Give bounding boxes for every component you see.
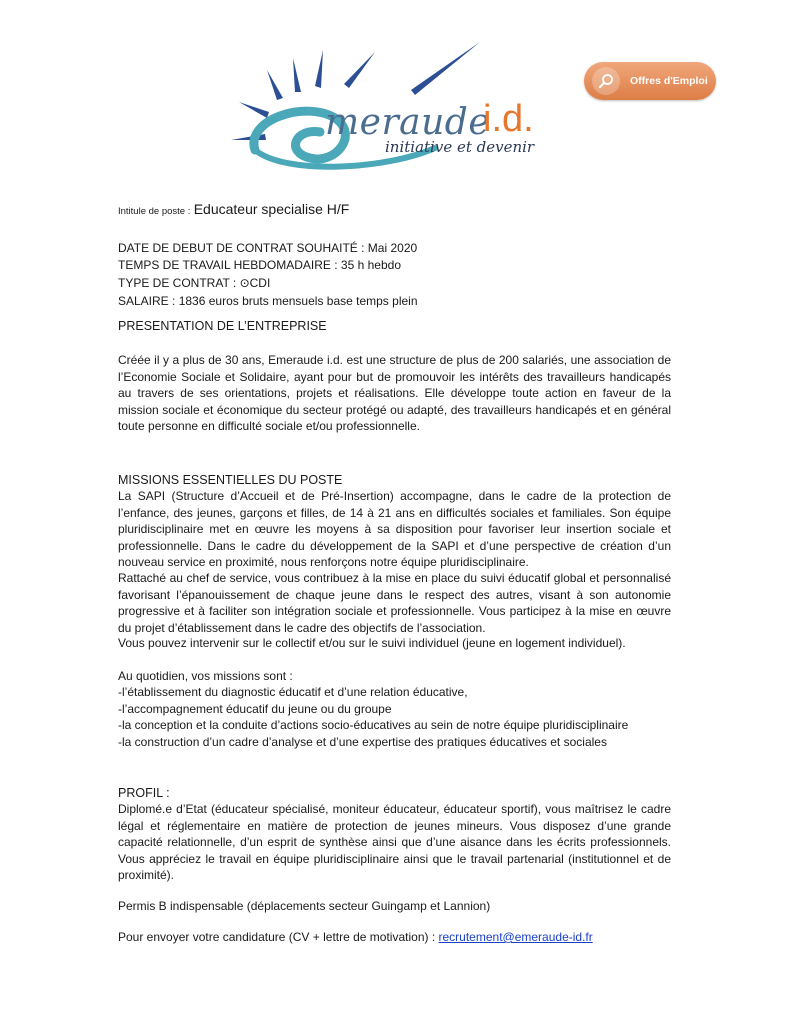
company-heading: PRESENTATION DE L’ENTREPRISE bbox=[118, 319, 327, 333]
logo-tagline: initiative et devenir bbox=[385, 138, 535, 156]
job-title-line bbox=[118, 201, 671, 221]
offres-emploi-label: Offres d'Emploi bbox=[630, 75, 708, 87]
emeraude-logo bbox=[225, 40, 555, 180]
intitule-label: Intitule de poste : bbox=[118, 206, 191, 217]
application-line bbox=[118, 929, 671, 946]
missions-intro: Au quotidien, vos missions sont : bbox=[118, 669, 293, 683]
profil-heading: PROFIL : bbox=[118, 786, 170, 800]
missions-paragraph-1: La SAPI (Structure d’Accueil et de Pré-Insertion) accompagne, dans le cadre de la protection de l’enfance, des jeunes, garçons et filles, de 14 à 21 ans en difficultés sociales et familiales. Son équipe pluridisciplinaire met en œuvre les moyens à sa disposition pour favoriser leur insertion sociale et professionnelle. Dans le cadre du développement de la SAPI et d’une perspective de création d’un nouveau service en proximité, nous renforçons notre équipe pluridisciplinaire. bbox=[118, 489, 671, 570]
list-item: -l’établissement du diagnostic éducatif et d’une relation éducative, bbox=[118, 685, 468, 699]
logo-word: meraude bbox=[325, 102, 491, 143]
missions-heading: MISSIONS ESSENTIELLES DU POSTE bbox=[118, 473, 343, 487]
list-item: -la construction d’un cadre d’analyse et d’une expertise des pratiques éducatives et sociales bbox=[118, 734, 607, 749]
job-title: Educateur specialise H/F bbox=[193, 201, 350, 217]
offres-emploi-button[interactable] bbox=[584, 62, 716, 100]
company-description: Créée il y a plus de 30 ans, Emeraude i.d. est une structure de plus de 200 salariés, une association de l’Economie Sociale et Solidaire, ayant pour but de promouvoir les intérêts des travailleurs handicapés au travers de ses orientations, projets et réalisations. Elle développe toute action en faveur de la mission sociale et économique du secteur protégé ou adapté, des travailleurs handicapés et en général toute personne en difficulté sociale et/ou professionnelle. bbox=[118, 353, 671, 434]
missions-paragraph-2: Rattaché au chef de service, vous contribuez à la mise en place du suivi éducatif global et personnalisé favorisant l’épanouissement de chaque jeune dans le respect des autres, visant à son autonomie progressive et à faciliter son intégration sociale et professionnelle. Vous participez à la mise en œuvre du projet d’établissement dans le cadre des objectifs de l’association. bbox=[118, 571, 671, 635]
working-hours: TEMPS DE TRAVAIL HEBDOMADAIRE : 35 h hebdo bbox=[118, 258, 401, 272]
missions-list bbox=[118, 684, 671, 750]
application-text: Pour envoyer votre candidature (CV + lettre de motivation) : bbox=[118, 930, 439, 944]
missions-paragraph-3: Vous pouvez intervenir sur le collectif et/ou sur le suivi individuel (jeune en logement individuel). bbox=[118, 636, 626, 650]
list-item: -la conception et la conduite d’actions socio-éducatives au sein de notre équipe pluridisciplinaire bbox=[118, 718, 629, 733]
profil-description: Diplomé.e d’Etat (éducateur spécialisé, moniteur éducateur, éducateur sportif), vous maîtrisez le cadre légal et réglementaire en matière de protection de jeunes mineurs. Vous disposez d’une grande capacité relationnelle, d’un esprit de synthèse ainsi que d’une aisance dans les écrits professionnels. Vous appréciez le travail en équipe pluridisciplinaire ainsi que le travail partenarial (institutionnel et de proximité). bbox=[118, 802, 671, 883]
list-item: -l’accompagnement éducatif du jeune ou du groupe bbox=[118, 701, 392, 716]
recruitment-email-link[interactable]: recrutement@emeraude-id.fr bbox=[438, 930, 593, 944]
driving-licence: Permis B indispensable (déplacements secteur Guingamp et Lannion) bbox=[118, 899, 491, 913]
logo-suffix: i.d. bbox=[483, 98, 534, 140]
search-icon bbox=[592, 67, 620, 95]
contract-start: DATE DE DEBUT DE CONTRAT SOUHAITÉ : Mai 2020 bbox=[118, 241, 418, 255]
contract-type: TYPE DE CONTRAT : ⊙CDI bbox=[118, 276, 271, 290]
salary: SALAIRE : 1836 euros bruts mensuels base temps plein bbox=[118, 294, 418, 308]
